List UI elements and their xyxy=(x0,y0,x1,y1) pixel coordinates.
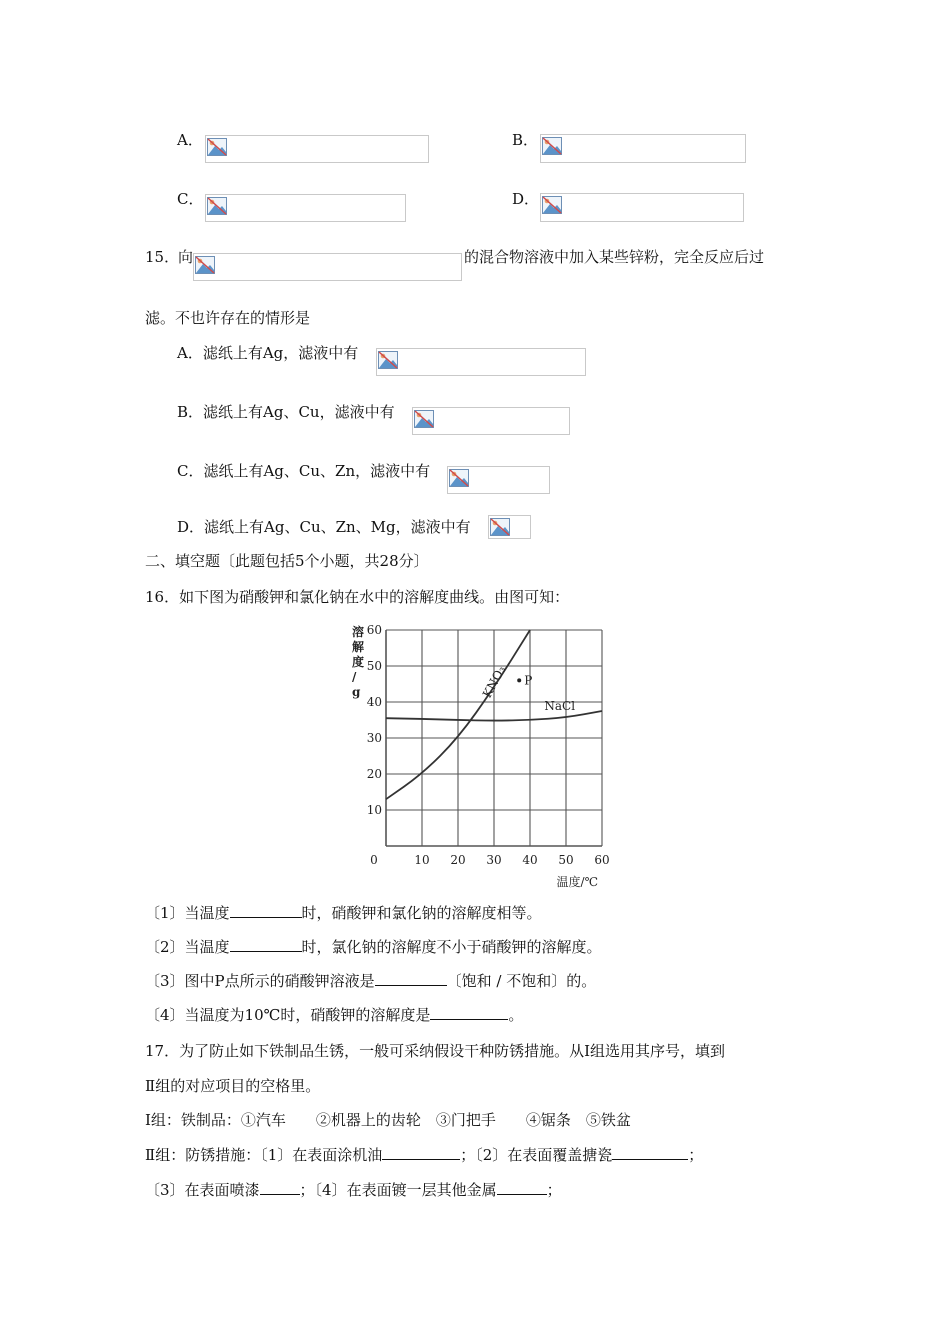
y-tick-label: 50 xyxy=(366,659,382,673)
q16-item-3: 〔3〕图中P点所示的硝酸钾溶液是 〔饱和 / 不饱和〕的。 xyxy=(145,972,597,990)
question-15-stem-end: 的混合物溶液中加入某些锌粉，完全反应后过 xyxy=(464,248,765,266)
y-tick-label: 10 xyxy=(366,803,382,817)
answer-blank[interactable] xyxy=(497,1180,547,1195)
answer-blank[interactable] xyxy=(230,903,302,918)
group-2-measures-line2: 〔3〕在表面喷漆 ；〔4〕在表面镀一层其他金属 ； xyxy=(145,1181,562,1199)
option-d-label: D． xyxy=(512,190,540,208)
broken-image-placeholder xyxy=(488,515,531,539)
q15-option-c: C．滤纸上有Ag、Cu、Zn，滤液中有 xyxy=(177,462,431,480)
broken-image-icon xyxy=(414,410,434,428)
option-c-label: C． xyxy=(177,190,204,208)
y-tick-label: 30 xyxy=(366,731,382,745)
answer-blank[interactable] xyxy=(612,1145,688,1160)
question-15-number: 15． xyxy=(145,248,180,266)
answer-blank[interactable] xyxy=(430,1005,508,1020)
x-tick-label: 40 xyxy=(522,853,538,867)
x-tick-label: 50 xyxy=(558,853,574,867)
x-tick-label: 20 xyxy=(450,853,466,867)
q15-option-d: D．滤纸上有Ag、Cu、Zn、Mg，滤液中有 xyxy=(177,518,471,536)
question-16-stem: 16．如下图为硝酸钾和氯化钠在水中的溶解度曲线。由图可知： xyxy=(145,588,570,606)
x-axis-label: 温度/℃ xyxy=(556,875,598,889)
x-tick-label: 60 xyxy=(594,853,610,867)
broken-image-icon xyxy=(490,518,510,536)
answer-blank[interactable] xyxy=(375,971,447,986)
broken-image-placeholder xyxy=(447,466,550,494)
broken-image-placeholder xyxy=(540,193,744,222)
origin-label: 0 xyxy=(370,853,378,867)
broken-image-icon xyxy=(195,256,215,274)
broken-image-icon xyxy=(207,197,227,215)
x-tick-label: 10 xyxy=(414,853,430,867)
q16-item-2: 〔2〕当温度 时，氯化钠的溶解度不小于硝酸钾的溶解度。 xyxy=(145,938,602,956)
q16-item-1: 〔1〕当温度 时，硝酸钾和氯化钠的溶解度相等。 xyxy=(145,904,542,922)
answer-blank[interactable] xyxy=(382,1145,460,1160)
broken-image-icon xyxy=(542,196,562,214)
broken-image-placeholder xyxy=(412,407,570,435)
q15-option-a: A．滤纸上有Ag，滤液中有 xyxy=(177,344,359,362)
broken-image-icon xyxy=(542,137,562,155)
answer-blank[interactable] xyxy=(230,937,302,952)
point-p-label: P xyxy=(524,673,533,688)
y-tick-label: 60 xyxy=(366,623,382,637)
broken-image-placeholder xyxy=(540,134,746,163)
section-heading: 二、填空题〔此题包括5个小题，共28分〕 xyxy=(145,552,429,570)
broken-image-placeholder xyxy=(205,135,429,163)
broken-image-icon xyxy=(207,138,227,156)
y-tick-label: 20 xyxy=(366,767,382,781)
question-17-stem-line2: Ⅱ组的对应项目的空格里。 xyxy=(145,1077,321,1095)
chart-labels xyxy=(352,623,610,889)
q15-option-b: B．滤纸上有Ag、Cu，滤液中有 xyxy=(177,403,395,421)
broken-image-icon xyxy=(378,351,398,369)
broken-image-icon xyxy=(449,469,469,487)
y-tick-label: 40 xyxy=(366,695,382,709)
group-2-measures: Ⅱ组：防锈措施：〔1〕在表面涂机油 ；〔2〕在表面覆盖搪瓷 ； xyxy=(145,1146,704,1164)
group-1-items: Ⅰ组：铁制品：①汽车 ②机器上的齿轮 ③门把手 ④锯条 ⑤铁盆 xyxy=(145,1111,631,1129)
solubility-chart xyxy=(338,614,608,890)
series-label-nacl: NaCl xyxy=(544,698,576,713)
series-label-kno3: KNO₃ xyxy=(479,663,509,701)
question-17-stem: 17．为了防止如下铁制品生锈，一般可采纳假设干种防锈措施。从Ⅰ组选用其序号，填到 xyxy=(145,1042,726,1060)
chart-grid xyxy=(386,630,602,846)
x-tick-label: 30 xyxy=(486,853,502,867)
y-axis-label: 溶解度/ g xyxy=(352,625,365,699)
question-15-stem-line2: 滤。不也许存在的情形是 xyxy=(145,309,311,327)
point-p-marker xyxy=(517,678,521,682)
broken-image-placeholder xyxy=(376,348,586,376)
question-15-stem-start: 向 xyxy=(178,248,194,266)
broken-image-placeholder xyxy=(205,194,406,222)
answer-blank[interactable] xyxy=(260,1180,300,1195)
option-b-label: B． xyxy=(512,131,539,149)
option-a-label: A． xyxy=(177,131,203,149)
broken-image-placeholder xyxy=(193,253,462,281)
q16-item-4: 〔4〕当温度为10℃时，硝酸钾的溶解度是 。 xyxy=(145,1006,524,1024)
